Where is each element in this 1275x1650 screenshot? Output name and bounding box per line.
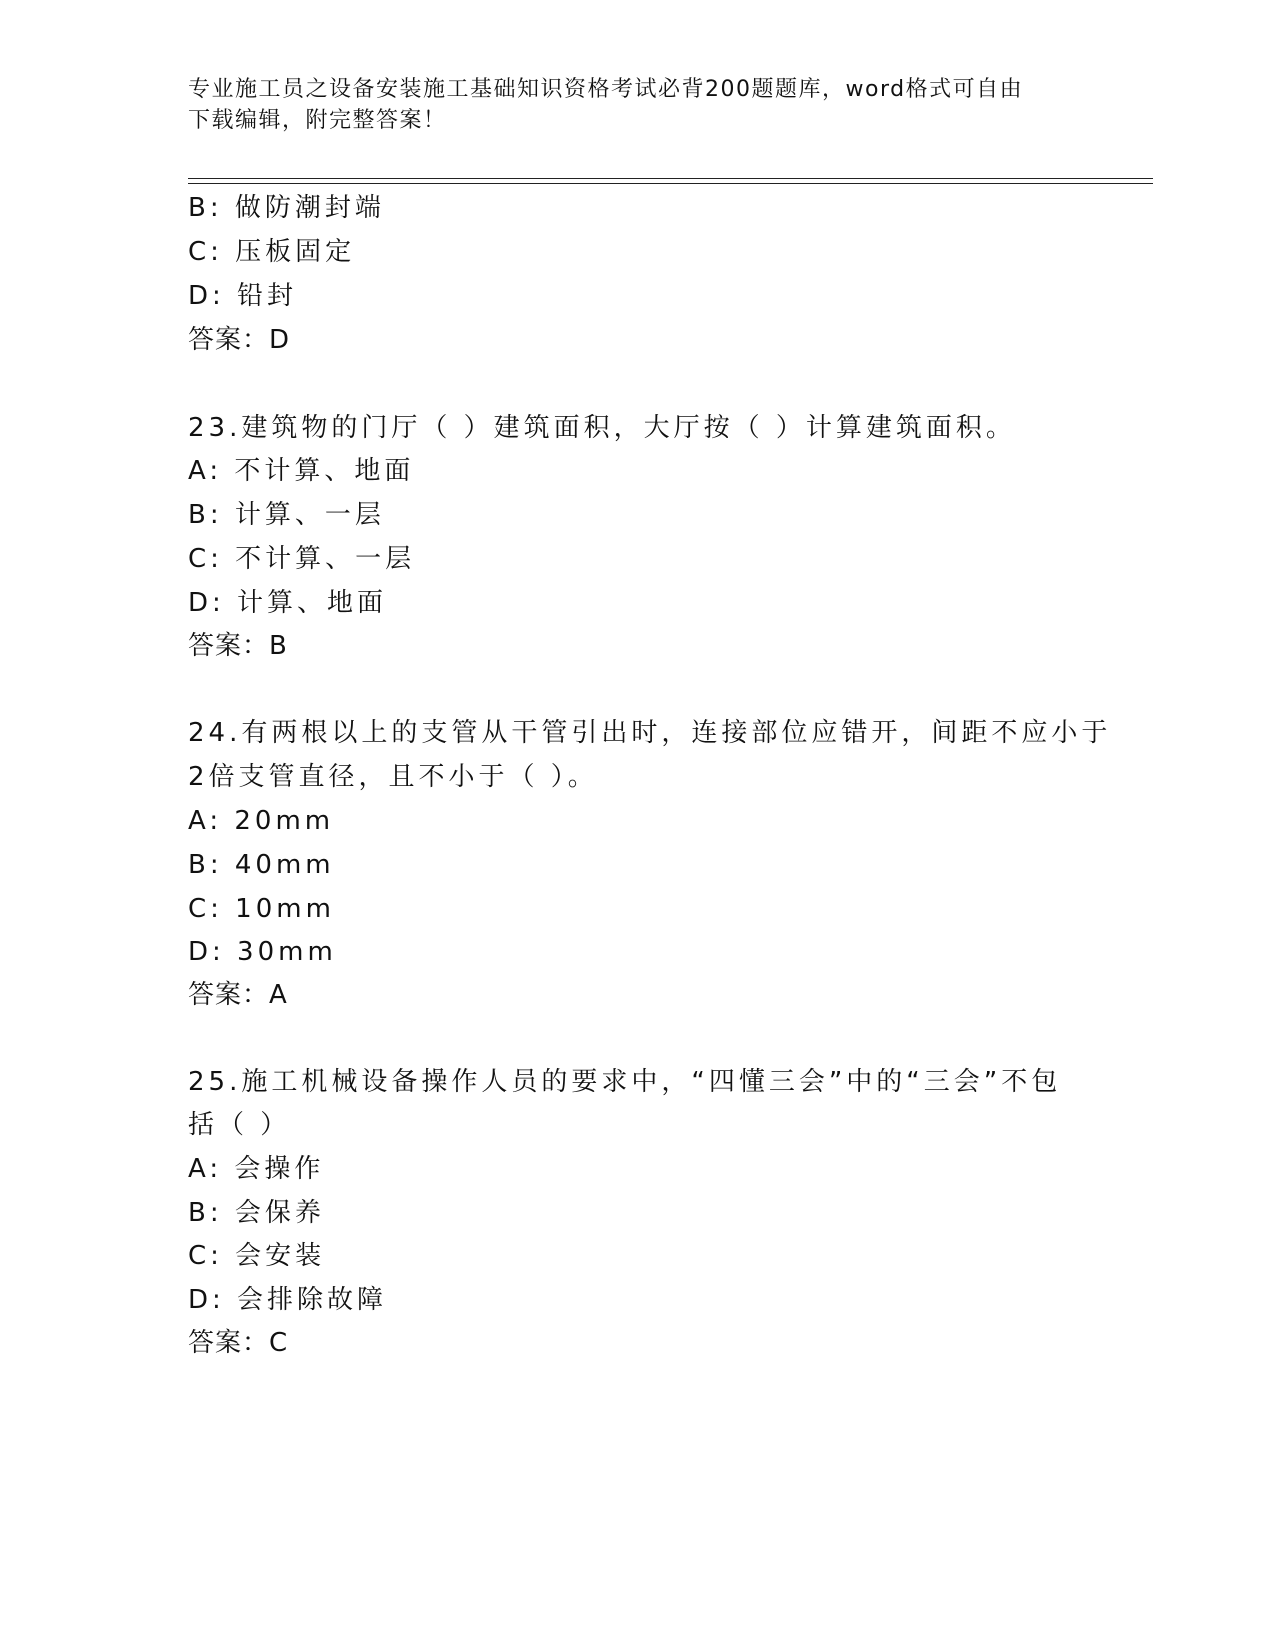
q24-question-line-1: 24.有两根以上的支管从干管引出时，连接部位应错开，间距不应小于 [188,718,1112,748]
q22-option-c: C: 压板固定 [188,237,356,267]
q24-question-line-2: 2倍支管直径，且不小于（ ）。 [188,762,598,792]
q24-option-b: B: 40mm [188,850,335,880]
q24-answer: 答案：A [188,980,288,1010]
q24-option-d: D: 30mm [188,937,337,967]
header-divider-bottom [188,183,1153,184]
q23-option-d: D: 计算、地面 [188,588,388,618]
q25-question-line-1: 25.施工机械设备操作人员的要求中，“四懂三会”中的“三会”不包 [188,1067,1062,1097]
q23-answer: 答案：B [188,631,288,661]
document-header [188,74,1088,136]
q24-option-c: C: 10mm [188,894,335,924]
q24-option-a: A: 20mm [188,806,335,836]
q25-option-d: D: 会排除故障 [188,1285,388,1315]
header-line-1: 专业施工员之设备安装施工基础知识资格考试必背200题题库，word格式可自由 [188,77,1024,102]
q23-option-b: B: 计算、一层 [188,500,385,530]
q23-option-c: C: 不计算、一层 [188,544,416,574]
q22-option-d: D: 铅封 [188,281,298,311]
q25-question-line-2: 括（ ） [188,1110,291,1140]
q23-option-a: A: 不计算、地面 [188,456,415,486]
q25-option-a: A: 会操作 [188,1154,325,1184]
q25-option-c: C: 会安装 [188,1241,326,1271]
header-divider-top [188,178,1153,179]
q25-option-b: B: 会保养 [188,1198,325,1228]
q23-question: 23.建筑物的门厅（ ）建筑面积，大厅按（ ）计算建筑面积。 [188,413,1016,443]
q25-answer: 答案：C [188,1328,289,1358]
q22-answer: 答案：D [188,325,291,355]
q22-option-b: B: 做防潮封端 [188,193,385,223]
header-line-2: 下载编辑，附完整答案！ [188,108,447,133]
